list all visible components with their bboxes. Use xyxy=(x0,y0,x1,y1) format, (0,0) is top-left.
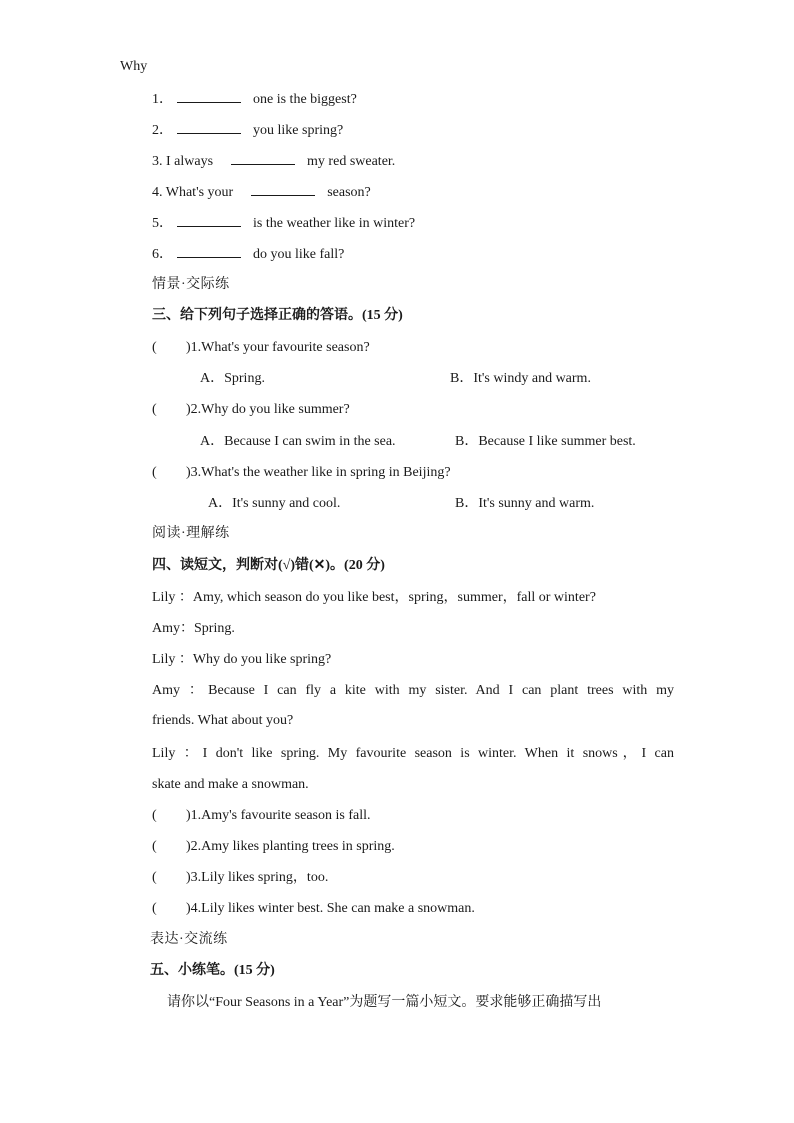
section3-title: 三、给下列句子选择正确的答语。(15 分) xyxy=(152,308,403,323)
item-number: 4. xyxy=(152,185,163,200)
top-word: Why xyxy=(120,59,148,74)
answer-blank[interactable] xyxy=(251,182,315,196)
fill-blank-5 xyxy=(152,213,415,233)
q4-item-4 xyxy=(152,900,475,918)
item-number: 1． xyxy=(152,92,173,107)
q3-item-2 xyxy=(152,401,350,419)
item-text-before: I always xyxy=(166,154,214,169)
answer-blank[interactable] xyxy=(177,244,241,258)
dialogue-line-1: Lily ：Amy, which season do you like best，spring，summer，fall or winter? xyxy=(152,590,596,605)
question-text: )3.What's the weather like in spring in Beijing? xyxy=(186,465,451,480)
answer-blank[interactable] xyxy=(177,213,241,227)
section-heading-situation: 情景·交际练 xyxy=(152,277,230,292)
fill-blank-2 xyxy=(152,120,343,140)
item-number: 3. xyxy=(152,154,163,169)
answer-paren[interactable]: ( xyxy=(152,340,157,355)
dialogue-line-6: Lily ：I don't like spring. My favourite season is winter. When it snows，I can xyxy=(152,746,674,761)
q3-item-1 xyxy=(152,339,370,357)
q4-item-1 xyxy=(152,807,370,825)
answer-paren[interactable]: ( xyxy=(152,870,157,885)
section5-title: 五、小练笔。(15 分) xyxy=(150,963,275,978)
statement-text: )4.Lily likes winter best. She can make a snowman. xyxy=(186,901,475,916)
item-text: my red sweater. xyxy=(307,154,396,169)
item-text: one is the biggest? xyxy=(253,92,357,107)
answer-blank[interactable] xyxy=(177,120,241,134)
question-text: )1.What's your favourite season? xyxy=(186,340,370,355)
statement-text: )3.Lily likes spring，too. xyxy=(186,870,329,885)
question-text: )2.Why do you like summer? xyxy=(186,402,350,417)
fill-blank-1 xyxy=(152,89,357,109)
fill-blank-3 xyxy=(152,151,395,171)
q4-item-2 xyxy=(152,838,395,856)
section-heading-reading: 阅读·理解练 xyxy=(152,526,230,541)
fill-blank-4 xyxy=(152,182,371,202)
item-number: 2． xyxy=(152,123,173,138)
q3-item-3 xyxy=(152,464,451,482)
section4-title: 四、读短文，判断对(√)错(✕)。(20 分) xyxy=(152,558,385,573)
answer-paren[interactable]: ( xyxy=(152,402,157,417)
q3-2-option-b: B．Because I like summer best. xyxy=(455,434,636,449)
answer-paren[interactable]: ( xyxy=(152,465,157,480)
answer-blank[interactable] xyxy=(177,89,241,103)
q3-3-option-b: B．It's sunny and warm. xyxy=(455,496,595,511)
statement-text: )2.Amy likes planting trees in spring. xyxy=(186,839,395,854)
answer-paren[interactable]: ( xyxy=(152,808,157,823)
dialogue-line-4: Amy ：Because I can fly a kite with my sister. And I can plant trees with my xyxy=(152,683,674,698)
dialogue-line-7: skate and make a snowman. xyxy=(152,777,309,792)
q3-1-option-a: A．Spring. xyxy=(200,371,265,386)
dialogue-line-3: Lily ：Why do you like spring? xyxy=(152,652,332,667)
item-text: do you like fall? xyxy=(253,247,345,262)
item-text: season? xyxy=(327,185,371,200)
item-text-before: What's your xyxy=(165,185,234,200)
q3-2-option-a: A．Because I can swim in the sea. xyxy=(200,434,396,449)
section5-prompt: 请你以“Four Seasons in a Year”为题写一篇小短文。要求能够正确描写出 xyxy=(167,995,602,1010)
q4-item-3 xyxy=(152,869,328,887)
fill-blank-6 xyxy=(152,244,344,264)
item-text: is the weather like in winter? xyxy=(253,216,416,231)
answer-paren[interactable]: ( xyxy=(152,901,157,916)
item-text: you like spring? xyxy=(253,123,344,138)
statement-text: )1.Amy's favourite season is fall. xyxy=(186,808,371,823)
item-number: 6． xyxy=(152,247,173,262)
item-number: 5． xyxy=(152,216,173,231)
answer-paren[interactable]: ( xyxy=(152,839,157,854)
dialogue-line-2: Amy：Spring. xyxy=(152,621,235,636)
q3-3-option-a: A．It's sunny and cool. xyxy=(208,496,341,511)
section-heading-express: 表达·交流练 xyxy=(150,932,228,947)
dialogue-line-5: friends. What about you? xyxy=(152,713,294,728)
q3-1-option-b: B．It's windy and warm. xyxy=(450,371,591,386)
answer-blank[interactable] xyxy=(231,151,295,165)
